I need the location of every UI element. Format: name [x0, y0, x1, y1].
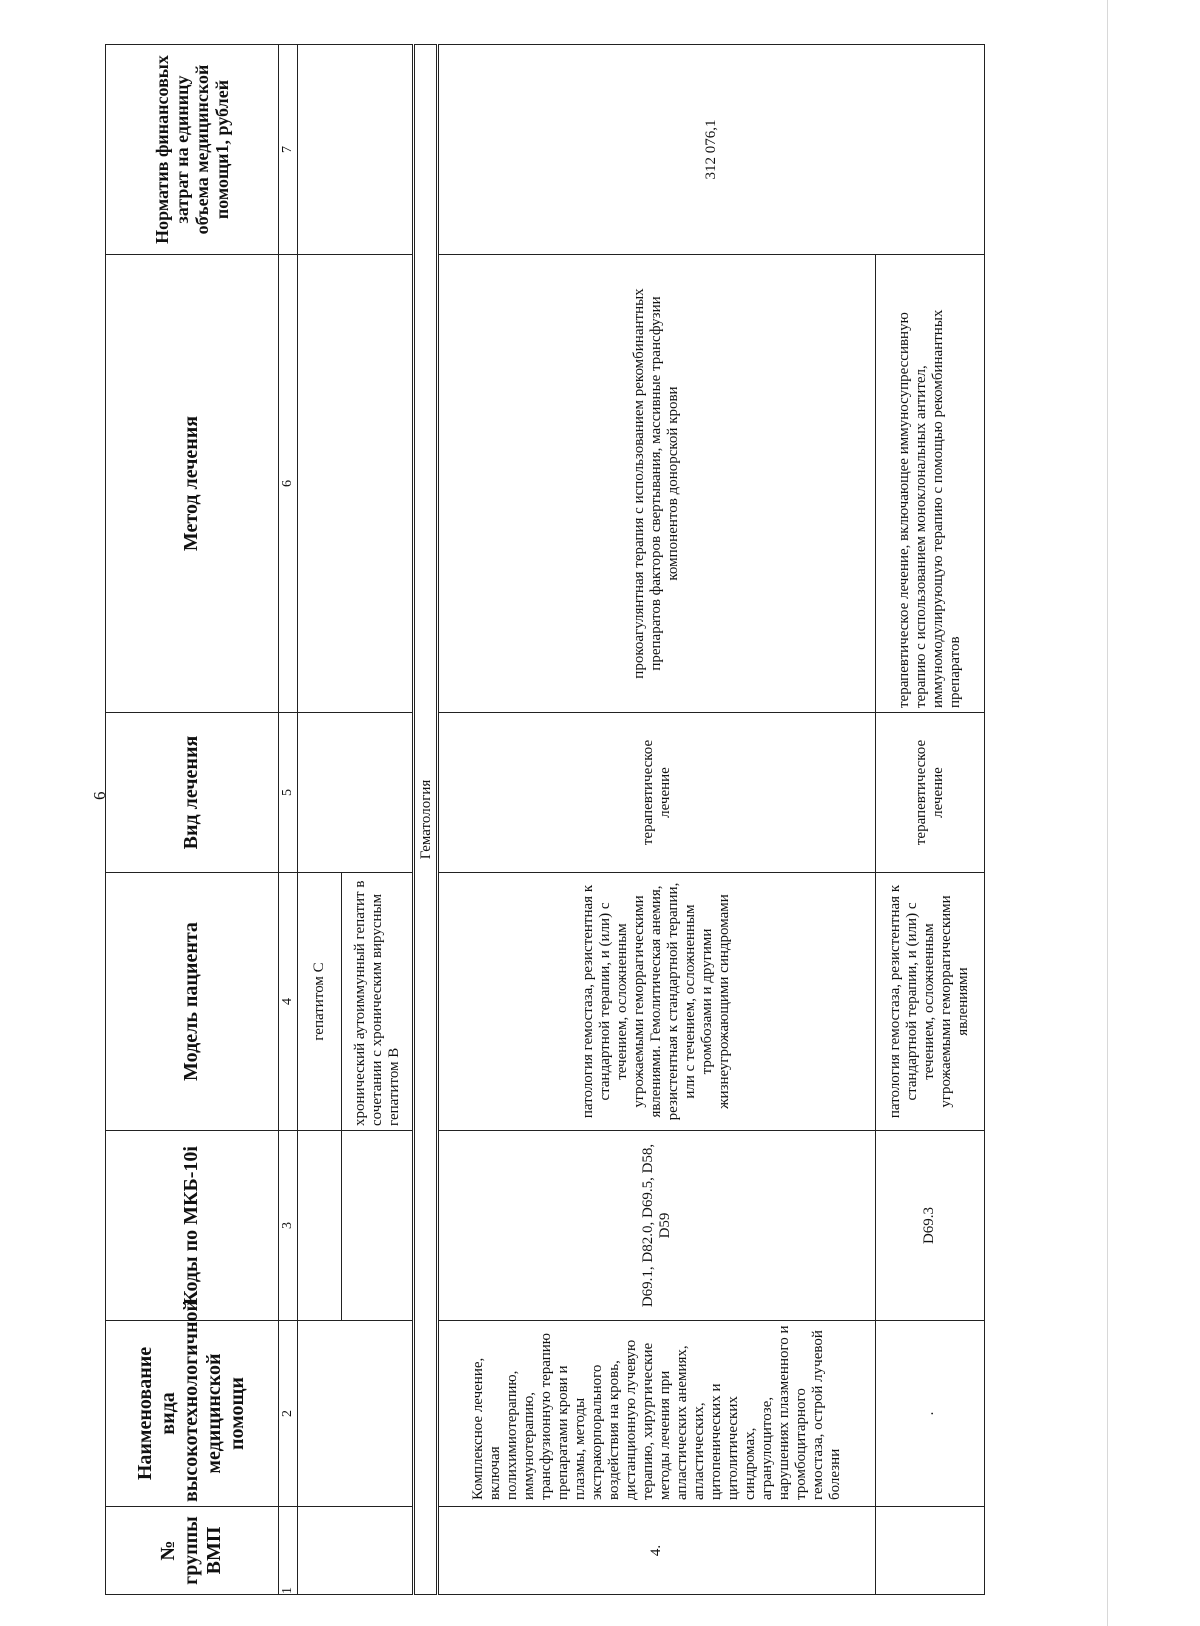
- table-cell: [298, 1131, 342, 1321]
- header-treatment-method: Метод лечения: [106, 255, 279, 713]
- treatment-type-cell: терапевтическое лечение: [438, 713, 875, 873]
- vmp-name-cell: Комплексное лечение, включая полихимиотерапию, иммунотерапию, трансфузионную терапию препаратами крови и плазмы, методы экстракорпорального воздействия на кровь, дистанционную лучевую терапию, хирургические методы лечения при апластических анемиях, апластических, цитопенических и цитолитических синдромах, агранулоцитозе, нарушениях плазменного и тромбоцитарного гемостаза, острой лучевой болезни: [438, 1321, 875, 1507]
- group-number-cell: 4.: [438, 1507, 875, 1595]
- table-cell: [298, 45, 414, 255]
- header-patient-model: Модель пациента: [106, 873, 279, 1131]
- column-number-row: [278, 45, 298, 1595]
- icd-codes-cell: D69.1, D82.0, D69.5, D58, D59: [438, 1131, 875, 1321]
- column-number: 5: [278, 713, 298, 873]
- column-number: 3: [278, 1131, 298, 1321]
- header-treatment-type: Вид лечения: [106, 713, 279, 873]
- header-cost-norm: Норматив финансовых затрат на единицу объема медицинской помощи1, рублей: [106, 45, 279, 255]
- page-edge-line: [1107, 0, 1108, 1626]
- column-number: 4: [278, 873, 298, 1131]
- patient-model-cell: патология гемостаза, резистентная к стандартной терапии, и (или) с течением, осложненным угрожаемыми геморрагическими явлениями. Гемолитическая анемия, резистентная к стандартной терапии, или с течением, осложненным тромбозами и другими жизнеугрожающими синдромами: [438, 873, 875, 1131]
- column-number: 6: [278, 255, 298, 713]
- icd-codes-cell: D69.3: [875, 1131, 984, 1321]
- rotated-table-sheet: [105, 45, 985, 1595]
- table-cell: [298, 713, 414, 873]
- header-icd-codes: Коды по МКБ-10i: [106, 1131, 279, 1321]
- patient-model-cell: патология гемостаза, резистентная к стандартной терапии, и (или) с течением, осложненным угрожаемыми геморрагическими явлениями: [875, 873, 984, 1131]
- patient-model-cell: хронический аутоиммунный гепатит в сочетании с хроническим вирусным гепатитом В: [342, 873, 414, 1131]
- treatment-method-cell: прокоагулянтная терапия с использованием рекомбинантных препаратов факторов свертывания, массивные трансфузии компонентов донорской крови: [438, 255, 875, 713]
- header-vmp-name: Наименование вида высокотехнологичной медицинской помощи: [106, 1321, 279, 1507]
- treatment-method-cell: терапевтическое лечение, включающее иммуносупрессивную терапию с использованием моноклональных антител, иммуномодулирующую терапию с помощью рекомбинантных препаратов: [875, 255, 984, 713]
- header-group-number: № группы ВМП: [106, 1507, 279, 1595]
- table-cell: [875, 1507, 984, 1595]
- table-row: [875, 45, 984, 1595]
- vmp-table: [105, 44, 985, 1595]
- section-title: Гематология: [414, 45, 438, 1595]
- treatment-type-cell: терапевтическое лечение: [875, 713, 984, 873]
- column-number: 2: [278, 1321, 298, 1507]
- header-row: [106, 45, 279, 1595]
- table-cell: [298, 1507, 414, 1595]
- patient-model-cell: гепатитом С: [298, 873, 342, 1131]
- section-row: [414, 45, 438, 1595]
- column-number: 7: [278, 45, 298, 255]
- page-number: 6: [90, 791, 109, 800]
- column-number: 1: [278, 1507, 298, 1595]
- table-row: [438, 45, 875, 1595]
- table-row: [298, 45, 342, 1595]
- table-cell: [298, 1321, 414, 1507]
- table-cell: [342, 1131, 414, 1321]
- table-cell: [298, 255, 414, 713]
- vmp-name-cell: .: [875, 1321, 984, 1507]
- cost-norm-cell: 312 076,1: [438, 45, 985, 255]
